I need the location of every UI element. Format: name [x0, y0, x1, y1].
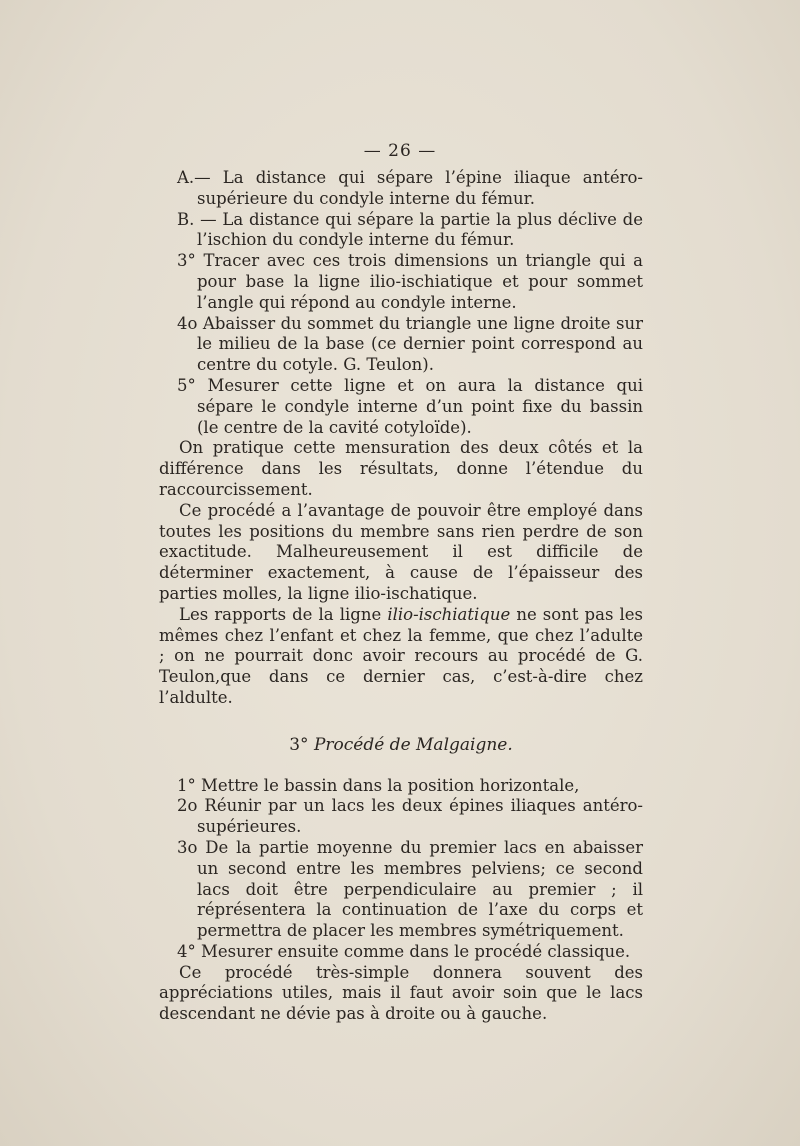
malgaigne-step-3: 3o De la partie moyenne du premier lacs en abaisser un second entre les membres pelviens; ce second lacs doit être perpendiculaire au premier ; il réprésentera la continuation de l’axe du corps et permettra de placer les membres symétriquement. — [177, 837, 643, 941]
body-text — [159, 168, 643, 1025]
section-number: 3° — [289, 734, 309, 755]
item-a: A.— La distance qui sépare l’épine iliaque antéro-supérieure du condyle interne du fémur. — [177, 168, 643, 208]
step-5: 5° Mesurer cette ligne et on aura la distance qui sépare le condyle interne d’un point fixe du bassin (le centre de la cavité cotyloïde). — [177, 375, 643, 437]
section-title — [159, 735, 643, 756]
step-4: 4o Abaisser du sommet du triangle une ligne droite sur le milieu de la base (ce dernier point correspond au centre du cotyle. G. Teulon). — [177, 313, 643, 375]
rapports-text-start: Les rapports de la ligne — [179, 604, 388, 624]
malgaigne-step-2: 2o Réunir par un lacs les deux épines iliaques antéro-supérieures. — [177, 796, 643, 837]
rapports-italic-term: ilio-ischiatique — [387, 604, 511, 624]
malgaigne-step-1: 1° Mettre le bassin dans la position horizontale, — [177, 775, 580, 795]
step-3: 3° Tracer avec ces trois dimensions un triangle qui a pour base la ligne ilio-ischiatique et pour sommet l’angle qui répond au condyle interne. — [177, 251, 643, 312]
rapports-text-end: ne sont pas les mêmes chez l’enfant et chez la femme, que chez l’adulte ; on ne pourrait donc avoir recours au procédé de G. Teulon,que dans ce dernier cas, c’est-à-dire chez l’aldulte. — [159, 604, 643, 707]
paragraph-rapports — [159, 605, 643, 709]
paragraph-mensuration: On pratique cette mensuration des deux côtés et la différence dans les résultats, donne l’étendue du raccourcissement. — [159, 438, 643, 499]
malgaigne-step-4: 4° Mesurer ensuite comme dans le procédé classique. — [177, 941, 631, 961]
paragraph-avantage: Ce procédé a l’avantage de pouvoir être employé dans toutes les positions du membre sans rien perdre de son exactitude. Malheureusement il est difficile de déterminer exactement, à cause de l’épaisseur des parties molles, la ligne ilio-ischatique. — [159, 500, 643, 603]
paragraph-conclusion: Ce procédé très-simple donnera souvent des appréciations utiles, mais il faut avoir soin que le lacs descendant ne dévie pas à droite ou à gauche. — [159, 962, 643, 1024]
page-number: — 26 — — [363, 141, 437, 161]
section-title-text: Procédé de Malgaigne. — [313, 734, 513, 755]
item-b: B. — La distance qui sépare la partie la plus déclive de l’ischion du condyle interne du fémur. — [177, 209, 643, 250]
